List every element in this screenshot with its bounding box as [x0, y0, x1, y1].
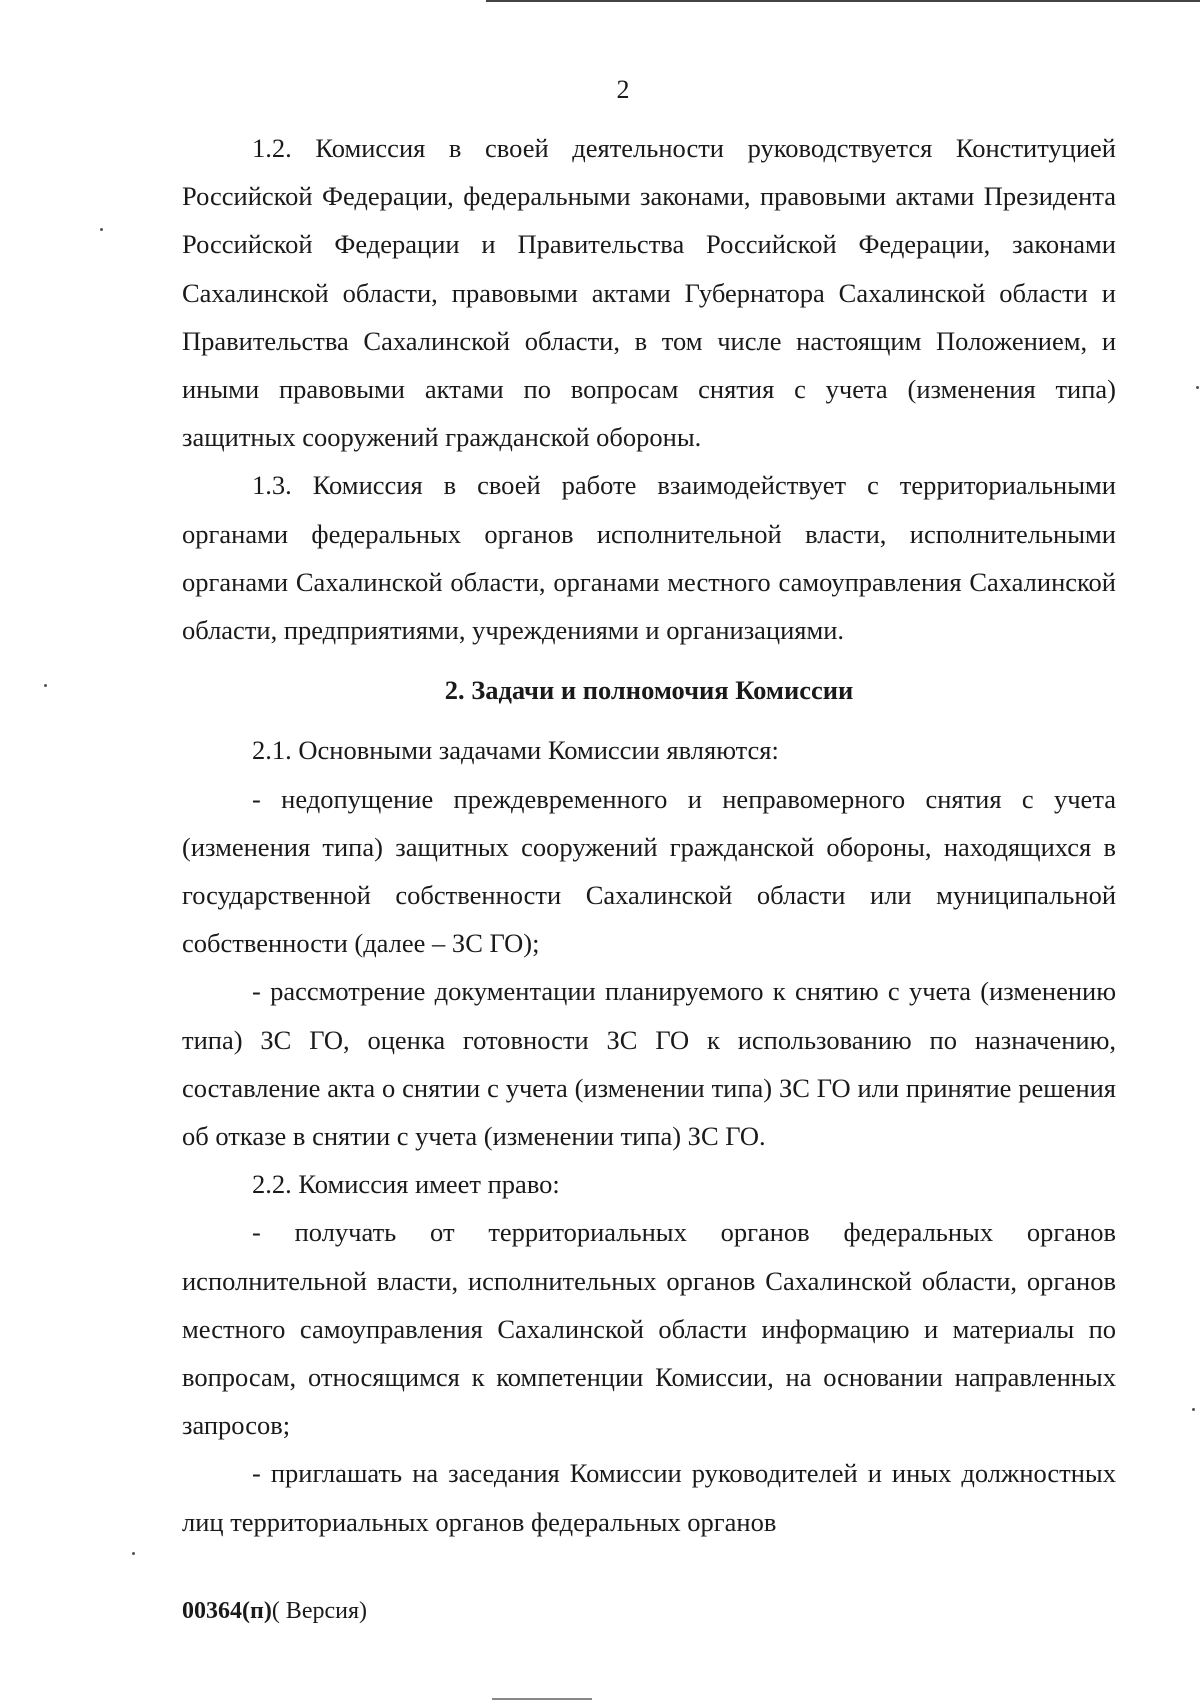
document-version: ( Версия) — [271, 1598, 367, 1624]
paragraph-1-2: 1.2. Комиссия в своей деятельности руководствуется Конституцией Российской Федерации, федеральными законами, правовыми актами Президента Российской Федерации и Правительства Российской Федерации, законами Сахалинской области, правовыми актами Губернатора Сахалинской области и Правительства Сахалинской области, в том числе настоящим Положением, и иными правовыми актами по вопросам снятия с учета (изменения типа) защитных сооружений гражданской обороны. — [182, 133, 1116, 453]
paragraph-2-2-item-1: - получать от территориальных органов федеральных органов исполнительной власти, исполнительных органов Сахалинской области, органов местного самоуправления Сахалинской области информацию и материалы по вопросам, относящимся к компетенции Комиссии, на основании направленных запросов; — [182, 1217, 1116, 1441]
paragraph-2-1-item-2: - рассмотрение документации планируемого к снятию с учета (изменению типа) ЗС ГО, оценка готовности ЗС ГО к использованию по назначению, составление акта о снятии с учета (изменении типа) ЗС ГО или принятие решения об отказе в снятии с учета (изменении типа) ЗС ГО. — [182, 976, 1116, 1152]
scan-bottom-edge — [492, 1698, 592, 1700]
document-body — [182, 124, 1116, 1546]
scan-speck — [44, 684, 47, 687]
scan-speck — [100, 228, 103, 231]
page-number: 2 — [616, 75, 630, 104]
paragraph-2-2-item-2: - приглашать на заседания Комиссии руководителей и иных должностных лиц территориальных органов федеральных органов — [182, 1458, 1116, 1537]
paragraph-2-2: 2.2. Комиссия имеет право: — [252, 1169, 560, 1200]
paragraph-2-1-item-1: - недопущение преждевременного и неправомерного снятия с учета (изменения типа) защитных сооружений гражданской обороны, находящихся в государственной собственности Сахалинской области или муниципальной собственности (далее – ЗС ГО); — [182, 783, 1116, 959]
scan-top-edge — [486, 0, 1200, 2]
document-code: 00364(п) — [182, 1598, 272, 1624]
scan-speck — [1192, 1408, 1195, 1411]
paragraph-2-1: 2.1. Основными задачами Комиссии являются: — [252, 735, 779, 766]
scan-speck — [132, 1552, 135, 1555]
paragraph-1-3: 1.3. Комиссия в своей работе взаимодействует с территориальными органами федеральных органов исполнительной власти, исполнительными органами Сахалинской области, органами местного самоуправления Сахалинской области, предприятиями, учреждениями и организациями. — [182, 470, 1116, 646]
scan-speck — [1196, 386, 1199, 389]
section-2-heading: 2. Задачи и полномочия Комиссии — [444, 675, 854, 706]
document-footer — [182, 1596, 367, 1626]
